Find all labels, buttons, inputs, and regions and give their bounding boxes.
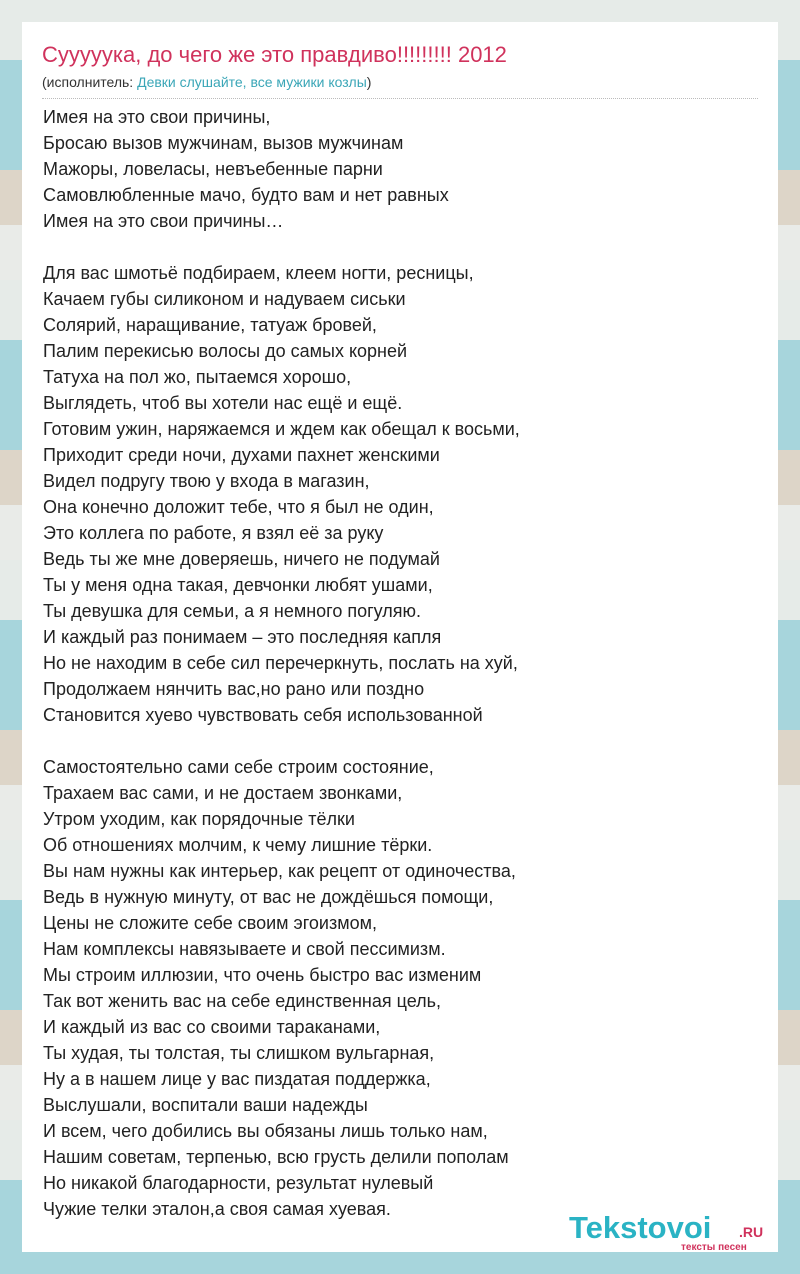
lyric-line: Приходит среди ночи, духами пахнет женскими xyxy=(43,445,440,465)
song-title: Сууууука, до чего же это правдиво!!!!!!!!! 2012 xyxy=(42,42,507,67)
lyric-line: Имея на это свои причины… xyxy=(43,211,284,231)
lyric-line: И каждый раз понимаем – это последняя капля xyxy=(43,627,442,647)
lyric-line: И каждый из вас со своими тараканами, xyxy=(43,1017,381,1037)
lyric-line: Самовлюбленные мачо, будто вам и нет равных xyxy=(43,185,449,205)
lyric-line: Видел подругу твою у входа в магазин, xyxy=(43,471,370,491)
lyric-line: Но не находим в себе сил перечеркнуть, послать на хуй, xyxy=(43,653,518,673)
artist-prefix: (исполнитель: xyxy=(42,74,138,90)
lyric-line: Бросаю вызов мужчинам, вызов мужчинам xyxy=(43,133,404,153)
lyric-line: Ведь ты же мне доверяешь, ничего не подумай xyxy=(43,549,440,569)
lyric-line: Вы нам нужны как интерьер, как рецепт от одиночества, xyxy=(43,861,516,881)
lyric-line: Трахаем вас сами, и не достаем звонками, xyxy=(43,783,403,803)
logo-tagline: тексты песен xyxy=(681,1242,747,1253)
lyric-line: Выслушали, воспитали ваши надежды xyxy=(43,1095,368,1115)
lyrics-body xyxy=(43,104,520,1222)
lyric-line: Татуха на пол жо, пытаемся хорошо, xyxy=(43,367,352,387)
lyric-line: Ты у меня одна такая, девчонки любят ушами, xyxy=(43,575,433,595)
lyric-line: Об отношениях молчим, к чему лишние тёрки. xyxy=(43,835,433,855)
lyric-line: Становится хуево чувствовать себя использованной xyxy=(43,705,483,725)
lyric-line: Для вас шмотьё подбираем, клеем ногти, ресницы, xyxy=(43,263,474,283)
lyric-line: Нашим советам, терпенью, всю грусть делили пополам xyxy=(43,1147,509,1167)
artist-link[interactable]: Девки слушайте, все мужики козлы xyxy=(137,74,367,90)
lyric-line: Продолжаем нянчить вас,но рано или поздно xyxy=(43,679,425,699)
lyric-line: Так вот женить вас на себе единственная цель, xyxy=(43,991,441,1011)
lyric-line: Самостоятельно сами себе строим состояние, xyxy=(43,757,434,777)
lyric-line: Качаем губы силиконом и надуваем сиськи xyxy=(43,289,406,309)
lyric-line: Мы строим иллюзии, что очень быстро вас изменим xyxy=(43,965,482,985)
lyric-line: Но никакой благодарности, результат нулевый xyxy=(43,1173,434,1193)
stanza-break xyxy=(43,234,520,260)
lyric-line: Ну а в нашем лице у вас пиздатая поддержка, xyxy=(43,1069,431,1089)
lyric-line: Ты худая, ты толстая, ты слишком вульгарная, xyxy=(43,1043,435,1063)
lyrics-card xyxy=(22,22,778,1252)
lyric-line: Ты девушка для семьи, а я немного погуляю. xyxy=(43,601,422,621)
lyric-line: Ведь в нужную минуту, от вас не дождёшься помощи, xyxy=(43,887,494,907)
logo-wordmark: Tekstovoi xyxy=(569,1210,712,1245)
lyric-line: Солярий, наращивание, татуаж бровей, xyxy=(43,315,377,335)
lyric-line: Нам комплексы навязываете и свой пессимизм. xyxy=(43,939,446,959)
lyric-line: И всем, чего добились вы обязаны лишь только нам, xyxy=(43,1121,488,1141)
artist-line xyxy=(42,74,371,90)
lyric-line: Она конечно доложит тебе, что я был не один, xyxy=(43,497,434,517)
logo-tld: .RU xyxy=(739,1224,764,1240)
lyric-line: Это коллега по работе, я взял её за руку xyxy=(43,523,384,543)
lyric-line: Выглядеть, чтоб вы хотели нас ещё и ещё. xyxy=(43,393,403,413)
site-logo[interactable] xyxy=(569,1212,774,1252)
lyric-line: Утром уходим, как порядочные тёлки xyxy=(43,809,355,829)
stanza-break xyxy=(43,728,520,754)
lyric-line: Палим перекисью волосы до самых корней xyxy=(43,341,408,361)
title-divider xyxy=(42,98,758,99)
lyric-line: Мажоры, ловеласы, невъебенные парни xyxy=(43,159,383,179)
lyric-line: Готовим ужин, наряжаемся и ждем как обещал к восьми, xyxy=(43,419,520,439)
lyric-line: Имея на это свои причины, xyxy=(43,107,271,127)
artist-suffix: ) xyxy=(366,74,372,90)
lyric-line: Чужие телки эталон,а своя самая хуевая. xyxy=(43,1199,391,1219)
lyric-line: Цены не сложите себе своим эгоизмом, xyxy=(43,913,377,933)
